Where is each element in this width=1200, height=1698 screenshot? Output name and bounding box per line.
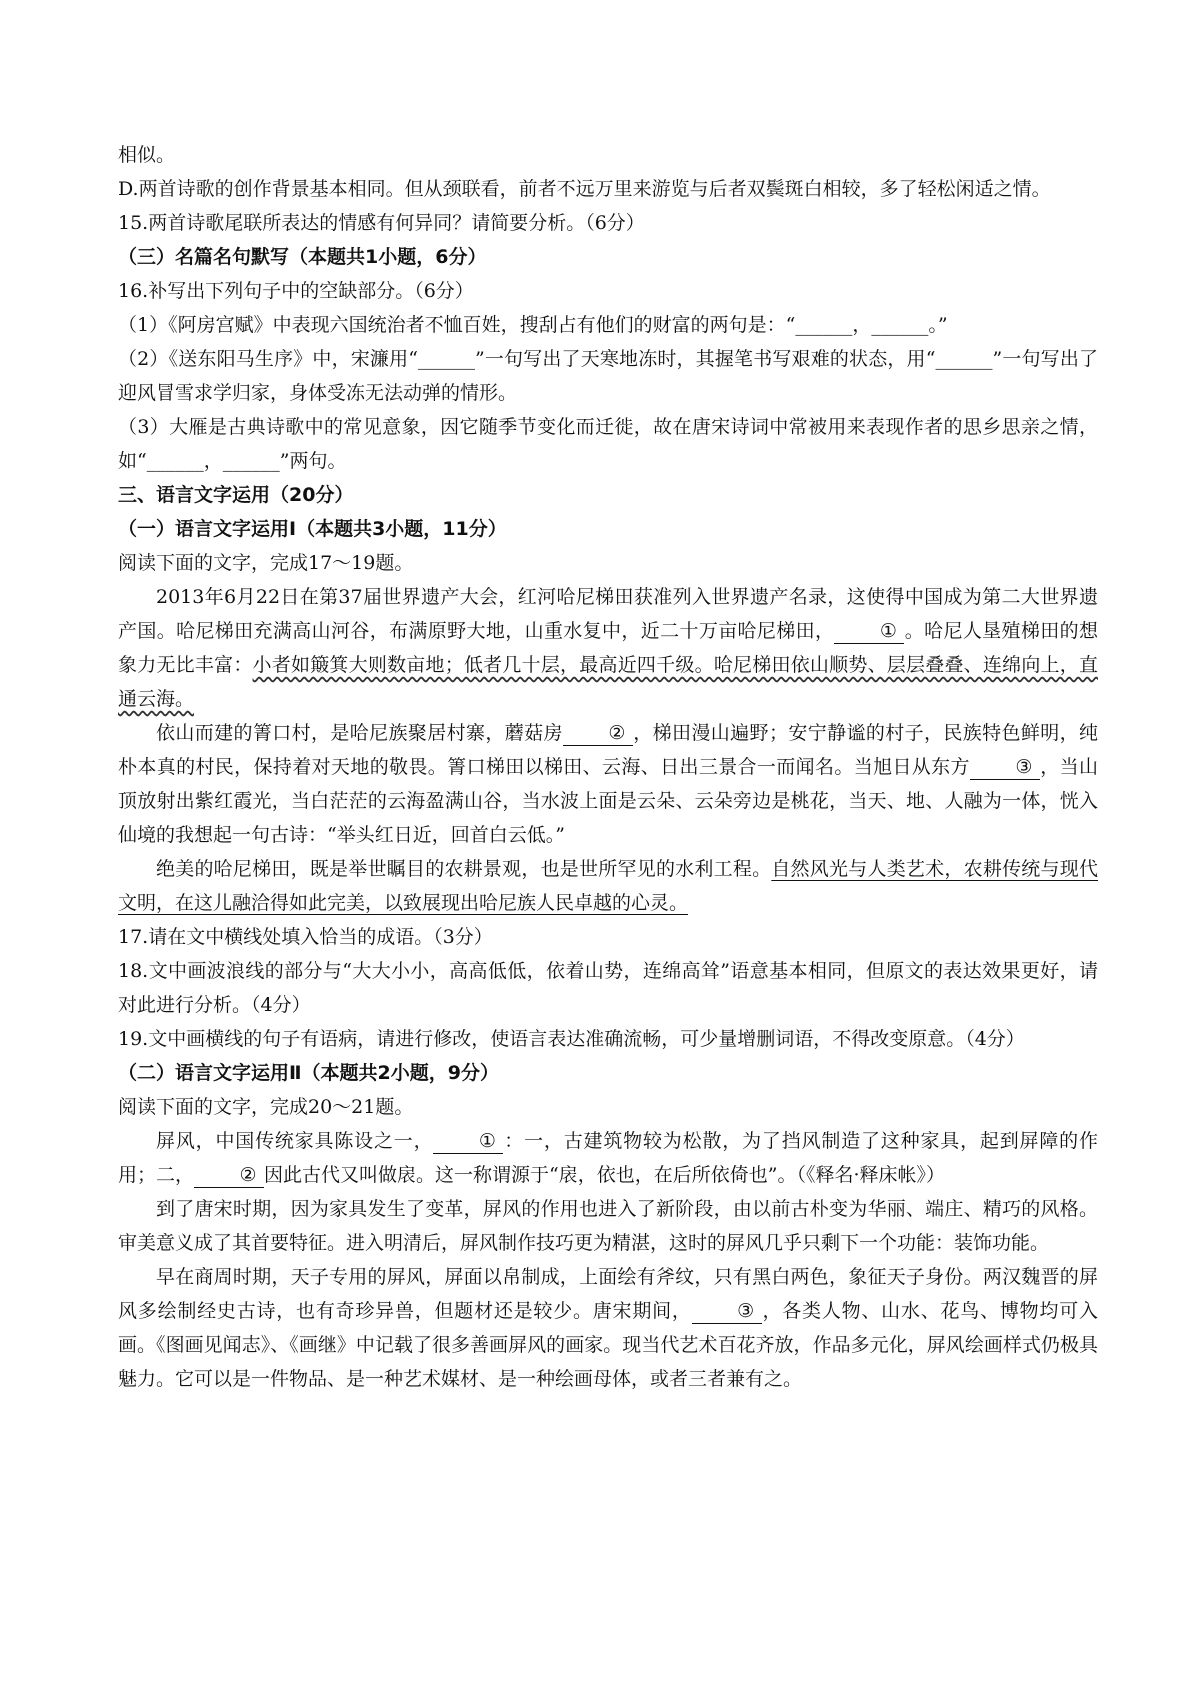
subsection-2-heading: （二）语言文字运用Ⅱ（本题共2小题，9分） <box>118 1062 499 1084</box>
blank-screen-1: ① <box>433 1129 503 1154</box>
q14-option-c-tail: 相似。 <box>118 144 176 166</box>
question-19: 19.文中画横线的句子有语病，请进行修改，使语言表达准确流畅，可少量增删词语，不得改变原意。（4分） <box>118 1028 1025 1050</box>
blank-screen-3: ③ <box>692 1299 762 1324</box>
question-18: 18.文中画波浪线的部分与“大大小小，高高低低，依着山势，连绵高耸”语意基本相同，但原文的表达效果更好，请对此进行分析。（4分） <box>118 960 1098 1016</box>
section-famous-lines: （三）名篇名句默写（本题共1小题，6分） <box>118 246 487 268</box>
passage-1-paragraph-3: 绝美的哈尼梯田，既是举世瞩目的农耕景观，也是世所罕见的水利工程。自然风光与人类艺术，农耕传统与现代文明，在这儿融洽得如此完美，以致展现出哈尼族人民卓越的心灵。 <box>118 858 1098 914</box>
question-16: 16.补写出下列句子中的空缺部分。（6分） <box>118 280 474 302</box>
question-16-1: （1）《阿房宫赋》中表现六国统治者不恤百姓，搜刮占有他们的财富的两句是：“______，______。” <box>118 314 948 336</box>
exam-page <box>118 138 1098 1396</box>
blank-3: ③ <box>970 755 1040 780</box>
blank-2: ② <box>563 721 633 746</box>
blank-1: ① <box>834 619 904 644</box>
blank-screen-2: ② <box>194 1163 264 1188</box>
subsection-1-heading: （一）语言文字运用Ⅰ（本题共3小题，11分） <box>118 518 507 540</box>
underlined-sentence: 自然风光与人类艺术，农耕传统与现代文明，在这儿融洽得如此完美，以致展现出哈尼族人民卓越的心灵。 <box>118 858 1098 914</box>
passage-1-paragraph-2: 依山而建的箐口村，是哈尼族聚居村寨，蘑菇房 ② ，梯田漫山遍野；安宁静谧的村子，民族特色鲜明，纯朴本真的村民，保持着对天地的敬畏。箐口梯田以梯田、云海、日出三景合一而闻名。当旭日从东方 ③ ，当山顶放射出紫红霞光，当白茫茫的云海盈满山谷，当水波上面是云朵、云朵旁边是桃花，当天、地、人融为一体，恍入仙境的我想起一句古诗：“举头红日近，回首白云低。” <box>118 722 1098 846</box>
passage-2-paragraph-1: 屏风，中国传统家具陈设之一， ① ：一，古建筑物较为松散，为了挡风制造了这种家具，起到屏障的作用；二， ② 因此古代又叫做扆。这一称谓源于“扆，依也，在后所依倚也”。（《释名·释床帐》） <box>118 1130 1098 1186</box>
q14-option-d: D.两首诗歌的创作背景基本相同。但从颈联看，前者不远万里来游览与后者双鬓斑白相较，多了轻松闲适之情。 <box>118 178 1051 200</box>
passage-2-paragraph-2: 到了唐宋时期，因为家具发生了变革，屏风的作用也进入了新阶段，由以前古朴变为华丽、端庄、精巧的风格。审美意义成了其首要特征。进入明清后，屏风制作技巧更为精湛，这时的屏风几乎只剩下一个功能：装饰功能。 <box>118 1198 1098 1254</box>
question-16-3: （3）大雁是古典诗歌中的常见意象，因它随季节变化而迁徙，故在唐宋诗词中常被用来表现作者的思乡思亲之情，如“______，______”两句。 <box>118 416 1098 472</box>
wavy-underline-text: 小者如簸箕大则数亩地；低者几十层，最高近四千级。哈尼梯田依山顺势、层层叠叠、连绵向上，直通云海。 <box>118 654 1098 710</box>
passage-1-paragraph-1: 2013年6月22日在第37届世界遗产大会，红河哈尼梯田获准列入世界遗产名录，这使得中国成为第二大世界遗产国。哈尼梯田充满高山河谷，布满原野大地，山重水复中，近二十万亩哈尼梯田， ① 。哈尼人垦殖梯田的想象力无比丰富：小者如簸箕大则数亩地；低者几十层，最高近四千级。哈尼梯田依山顺势、层层叠叠、连绵向上，直通云海。 <box>118 586 1098 710</box>
reading-instruction-2: 阅读下面的文字，完成20～21题。 <box>118 1096 414 1118</box>
question-15: 15.两首诗歌尾联所表达的情感有何异同？请简要分析。（6分） <box>118 212 645 234</box>
part-3-heading: 三、语言文字运用（20分） <box>118 484 354 506</box>
question-17: 17.请在文中横线处填入恰当的成语。（3分） <box>118 926 493 948</box>
passage-2-paragraph-3: 早在商周时期，天子专用的屏风，屏面以帛制成，上面绘有斧纹，只有黑白两色，象征天子身份。两汉魏晋的屏风多绘制经史古诗，也有奇珍异兽，但题材还是较少。唐宋期间， ③ ，各类人物、山水、花鸟、博物均可入画。《图画见闻志》、《画继》中记载了很多善画屏风的画家。现当代艺术百花齐放，作品多元化，屏风绘画样式仍极具魅力。它可以是一件物品、是一种艺术媒材、是一种绘画母体，或者三者兼有之。 <box>118 1266 1098 1390</box>
question-16-2: （2）《送东阳马生序》中，宋濂用“______”一句写出了天寒地冻时，其握笔书写艰难的状态，用“______”一句写出了迎风冒雪求学归家，身体受冻无法动弹的情形。 <box>118 348 1098 404</box>
reading-instruction-1: 阅读下面的文字，完成17～19题。 <box>118 552 414 574</box>
